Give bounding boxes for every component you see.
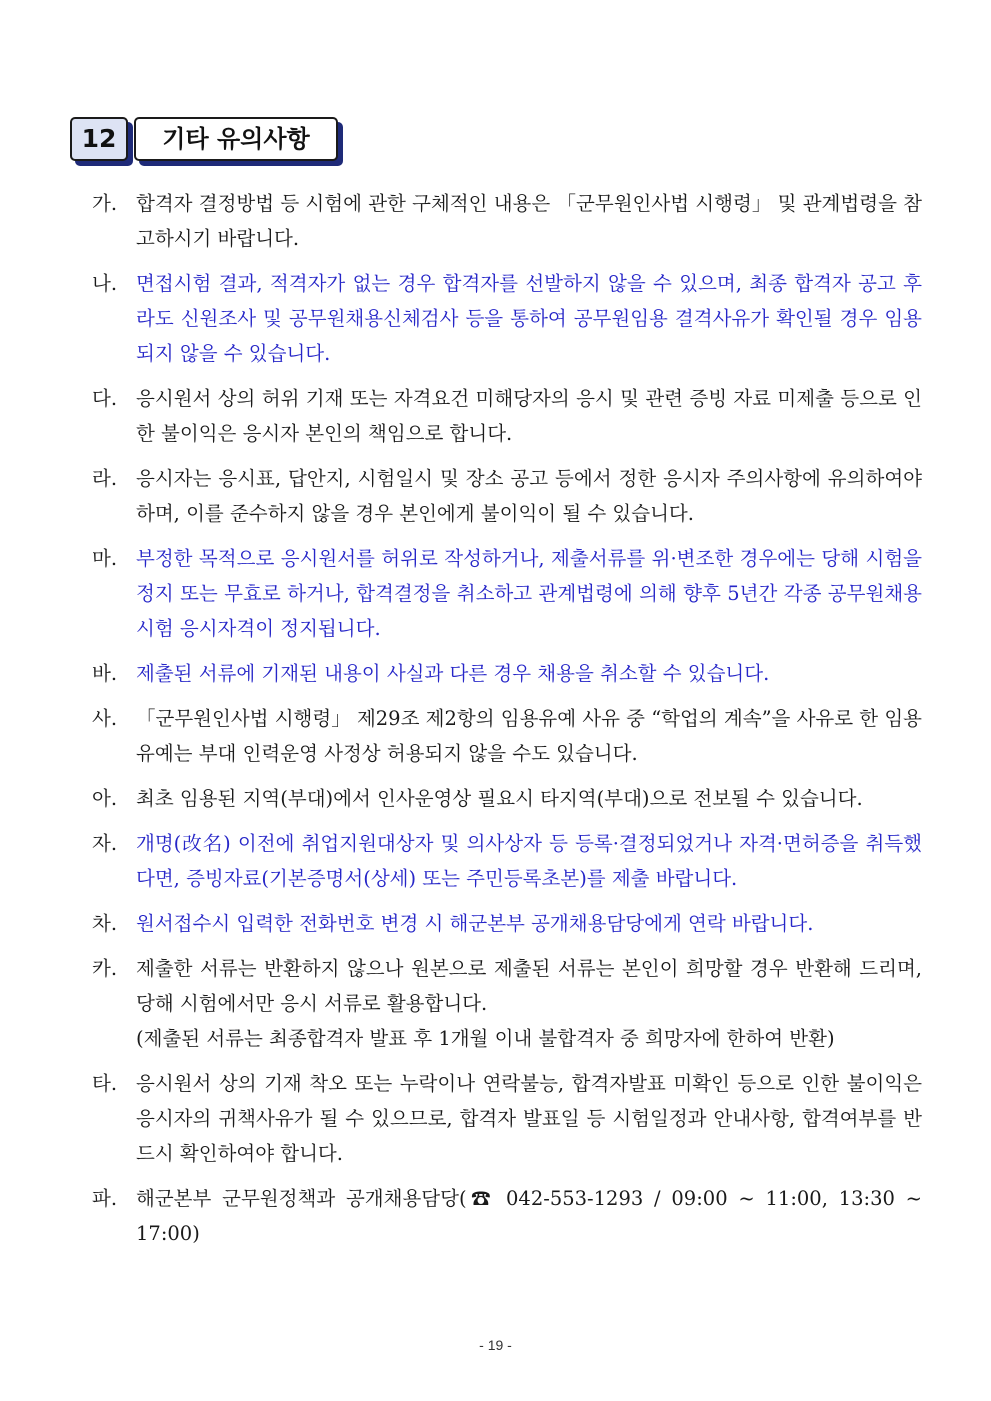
- notice-item-subnote: (제출된 서류는 최종합격자 발표 후 1개월 이내 불합격자 중 희망자에 한하여 반환): [136, 1027, 835, 1050]
- notice-item-text: 응시원서 상의 기재 착오 또는 누락이나 연락불능, 합격자발표 미확인 등으로 인한 불이익은 응시자의 귀책사유가 될 수 있으므로, 합격자 발표일 등 시험일정과 안내사항, 합격여부를 반드시 확인하여야 합니다.: [136, 1072, 922, 1165]
- notice-list: [92, 186, 922, 1261]
- notice-item-marker: 다.: [92, 387, 118, 410]
- notice-item: [92, 656, 922, 691]
- notice-item-marker: 아.: [92, 787, 118, 810]
- notice-item: [92, 186, 922, 256]
- notice-item-text: 제출한 서류는 반환하지 않으나 원본으로 제출된 서류는 본인이 희망할 경우 반환해 드리며, 당해 시험에서만 응시 서류로 활용합니다. (제출된 서류는 최종합격자 발표 후 1개월 이내 불합격자 중 희망자에 한하여 반환): [136, 951, 922, 1056]
- notice-item-text: 최초 임용된 지역(부대)에서 인사운영상 필요시 타지역(부대)으로 전보될 수 있습니다.: [136, 787, 863, 810]
- notice-item: [92, 461, 922, 531]
- notice-item-marker: 가.: [92, 192, 118, 215]
- notice-item-text: 응시자는 응시표, 답안지, 시험일시 및 장소 공고 등에서 정한 응시자 주의사항에 유의하여야 하며, 이를 준수하지 않을 경우 본인에게 불이익이 될 수 있습니다.: [136, 467, 922, 525]
- notice-item: [92, 826, 922, 896]
- section-title: 기타 유의사항: [134, 117, 338, 161]
- notice-item: [92, 781, 922, 816]
- notice-item: [92, 381, 922, 451]
- notice-item-marker: 사.: [92, 707, 118, 730]
- notice-item-text: 해군본부 군무원정책과 공개채용담당(☎ 042-553-1293 / 09:00 ~ 11:00, 13:30 ~ 17:00): [136, 1187, 922, 1245]
- notice-item-marker: 타.: [92, 1072, 118, 1095]
- notice-item: [92, 1066, 922, 1171]
- notice-item-text: 개명(改名) 이전에 취업지원대상자 및 의사상자 등 등록·결정되었거나 자격·면허증을 취득했다면, 증빙자료(기본증명서(상세) 또는 주민등록초본)를 제출 바랍니다.: [136, 832, 922, 890]
- notice-item-text: 원서접수시 입력한 전화번호 변경 시 해군본부 공개채용담당에게 연락 바랍니다.: [136, 912, 814, 935]
- notice-item-text: 응시원서 상의 허위 기재 또는 자격요건 미해당자의 응시 및 관련 증빙 자료 미제출 등으로 인한 불이익은 응시자 본인의 책임으로 합니다.: [136, 387, 922, 445]
- notice-item-text: 부정한 목적으로 응시원서를 허위로 작성하거나, 제출서류를 위·변조한 경우에는 당해 시험을 정지 또는 무효로 하거나, 합격결정을 취소하고 관계법령에 의해 향후 5년간 각종 공무원채용시험 응시자격이 정지됩니다.: [136, 547, 922, 640]
- notice-item: [92, 951, 922, 1056]
- notice-item: [92, 906, 922, 941]
- notice-item-text: 합격자 결정방법 등 시험에 관한 구체적인 내용은 「군무원인사법 시행령」 및 관계법령을 참고하시기 바랍니다.: [136, 192, 922, 250]
- notice-item-marker: 나.: [92, 272, 118, 295]
- notice-item-marker: 자.: [92, 832, 118, 855]
- section-number: 12: [70, 117, 128, 161]
- notice-item-marker: 파.: [92, 1187, 118, 1210]
- notice-item: [92, 541, 922, 646]
- notice-item-marker: 차.: [92, 912, 118, 935]
- notice-item-text: 제출된 서류에 기재된 내용이 사실과 다른 경우 채용을 취소할 수 있습니다.: [136, 662, 770, 685]
- notice-item-text: 면접시험 결과, 적격자가 없는 경우 합격자를 선발하지 않을 수 있으며, 최종 합격자 공고 후라도 신원조사 및 공무원채용신체검사 등을 통하여 공무원임용 결격사유가 확인될 경우 임용되지 않을 수 있습니다.: [136, 272, 922, 365]
- page-number: - 19 -: [479, 1337, 512, 1353]
- notice-item-marker: 라.: [92, 467, 118, 490]
- notice-item-text: 「군무원인사법 시행령」 제29조 제2항의 임용유예 사유 중 “학업의 계속”을 사유로 한 임용유예는 부대 인력운영 사정상 허용되지 않을 수도 있습니다.: [136, 707, 922, 765]
- notice-item: [92, 1181, 922, 1251]
- notice-item-marker: 바.: [92, 662, 118, 685]
- notice-item: [92, 266, 922, 371]
- notice-item-marker: 카.: [92, 957, 118, 980]
- notice-item: [92, 701, 922, 771]
- notice-item-marker: 마.: [92, 547, 118, 570]
